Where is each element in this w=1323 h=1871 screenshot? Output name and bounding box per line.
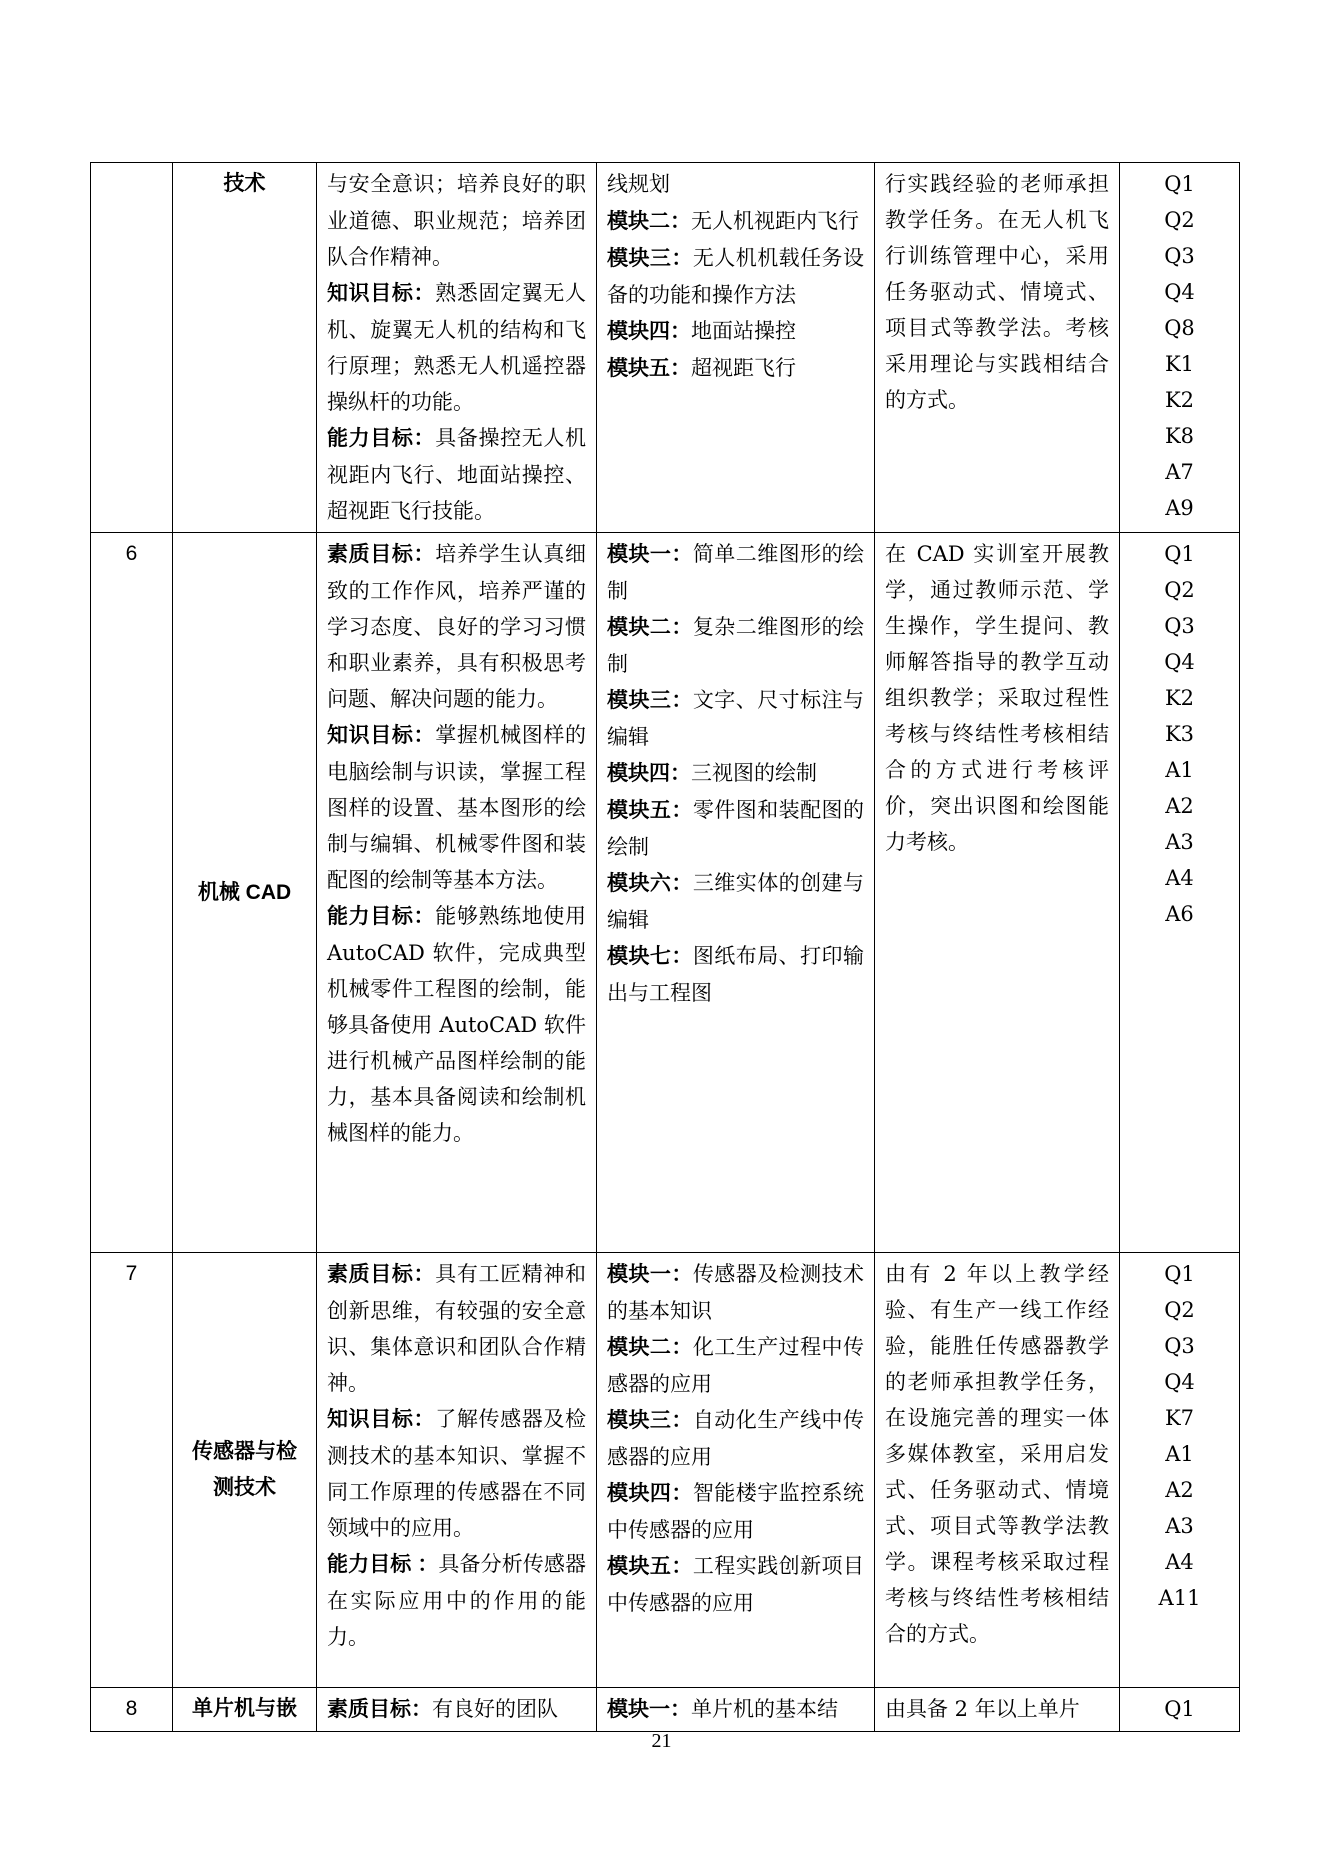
goal-paragraph: 素质目标：具有工匠精神和创新思维，有较强的安全意识、集体意识和团队合作精神。: [327, 1262, 587, 1395]
course-name-cell: 机械 CAD: [173, 533, 317, 1253]
competency-code: A9: [1165, 496, 1194, 520]
course-number-cell: [91, 163, 173, 533]
page-number: 21: [651, 1730, 672, 1752]
table-row: [91, 163, 1240, 533]
course-name-cell: 传感器与检测技术: [173, 1253, 317, 1688]
goal-paragraph: 知识目标：了解传感器及检测技术的基本知识、掌握不同工作原理的传感器在不同领域中的应用。: [327, 1407, 587, 1540]
competency-code: K2: [1164, 388, 1195, 412]
competency-code: Q1: [1164, 1697, 1195, 1721]
competency-code: Q3: [1164, 244, 1195, 268]
competency-code: A4: [1165, 1550, 1194, 1574]
course-modules-cell: [597, 1688, 875, 1732]
competency-code: K7: [1164, 1406, 1195, 1430]
table-row: [91, 1688, 1240, 1732]
course-goals-cell: [317, 163, 597, 533]
module-item: 模块三：无人机机载任务设备的功能和操作方法: [607, 246, 865, 307]
module-item: 模块一：单片机的基本结: [607, 1697, 838, 1721]
course-goals-cell: [317, 1253, 597, 1688]
competency-code: Q2: [1164, 1298, 1195, 1322]
competency-codes-cell: [1120, 1688, 1240, 1732]
competency-codes-cell: [1120, 1253, 1240, 1688]
module-item: 模块五：超视距飞行: [607, 356, 796, 380]
competency-code: Q1: [1164, 542, 1195, 566]
module-item: 线规划: [607, 172, 670, 196]
module-item: 模块四：三视图的绘制: [607, 761, 817, 785]
module-item: 模块四：地面站操控: [607, 319, 796, 343]
competency-code: K2: [1164, 686, 1195, 710]
goal-paragraph: 素质目标：培养学生认真细致的工作作风，培养严谨的学习态度、良好的学习习惯和职业素养，具有积极思考问题、解决问题的能力。: [327, 542, 587, 711]
module-item: 模块四：智能楼宇监控系统中传感器的应用: [607, 1481, 865, 1542]
teaching-method-cell: 由有 2 年以上教学经验、有生产一线工作经验，能胜任传感器教学的老师承担教学任务，在设施完善的理实一体多媒体教室，采用启发式、任务驱动式、情境式、项目式等教学法教学。课程考核采取过程考核与终结性考核相结合的方式。: [875, 1253, 1120, 1688]
module-item: 模块二：化工生产过程中传感器的应用: [607, 1335, 865, 1396]
module-item: 模块五：零件图和装配图的绘制: [607, 798, 865, 859]
competency-code: Q2: [1164, 208, 1195, 232]
teaching-method-cell: 在 CAD 实训室开展教学，通过教师示范、学生操作，学生提问、教师解答指导的教学互动组织教学；采取过程性考核与终结性考核相结合的方式进行考核评价，突出识图和绘图能力考核。: [875, 533, 1120, 1253]
goal-paragraph: 能力目标：能够熟练地使用 AutoCAD 软件，完成典型机械零件工程图的绘制，能够具备使用 AutoCAD 软件进行机械产品图样绘制的能力，基本具备阅读和绘制机械图样的能力。: [327, 904, 587, 1145]
competency-code: A11: [1158, 1586, 1201, 1610]
competency-code: A6: [1165, 902, 1194, 926]
competency-codes-cell: [1120, 533, 1240, 1253]
table-row: [91, 533, 1240, 1253]
competency-code: Q3: [1164, 1334, 1195, 1358]
goal-paragraph: 素质目标：有良好的团队: [327, 1697, 558, 1721]
competency-code: A1: [1165, 1442, 1194, 1466]
competency-code: Q8: [1164, 316, 1195, 340]
competency-code: Q3: [1164, 614, 1195, 638]
competency-code: A4: [1165, 866, 1194, 890]
competency-code: K1: [1164, 352, 1195, 376]
table-row: [91, 1253, 1240, 1688]
goal-paragraph: 知识目标：熟悉固定翼无人机、旋翼无人机的结构和飞行原理；熟悉无人机遥控器操纵杆的功能。: [327, 281, 587, 414]
course-name-cell: 技术: [173, 163, 317, 533]
module-item: 模块二：复杂二维图形的绘制: [607, 615, 865, 676]
competency-code: A3: [1165, 1514, 1194, 1538]
competency-code: Q4: [1164, 1370, 1195, 1394]
goal-paragraph: 知识目标：掌握机械图样的电脑绘制与识读，掌握工程图样的设置、基本图形的绘制与编辑、机械零件图和装配图的绘制等基本方法。: [327, 723, 587, 892]
competency-code: Q1: [1164, 172, 1195, 196]
module-item: 模块一：传感器及检测技术的基本知识: [607, 1262, 865, 1323]
course-goals-cell: [317, 1688, 597, 1732]
course-table: [90, 162, 1240, 1732]
competency-code: A7: [1165, 460, 1194, 484]
module-item: 模块二：无人机视距内飞行: [607, 209, 859, 233]
teaching-method-cell: 由具备 2 年以上单片: [875, 1688, 1120, 1732]
goal-paragraph: 能力目标：具备操控无人机视距内飞行、地面站操控、超视距飞行技能。: [327, 426, 587, 523]
course-name-cell: 单片机与嵌: [173, 1688, 317, 1732]
goal-paragraph: 能力目标 ：具备分析传感器在实际应用中的作用的能力。: [327, 1552, 586, 1649]
module-item: 模块五：工程实践创新项目中传感器的应用: [607, 1554, 865, 1615]
module-item: 模块一：简单二维图形的绘制: [607, 542, 865, 603]
module-item: 模块七：图纸布局、打印输出与工程图: [607, 944, 865, 1005]
competency-code: A1: [1165, 758, 1194, 782]
course-number-cell: 8: [91, 1688, 173, 1732]
course-modules-cell: [597, 533, 875, 1253]
competency-code: Q1: [1164, 1262, 1195, 1286]
module-item: 模块三：文字、尺寸标注与编辑: [607, 688, 865, 749]
course-modules-cell: [597, 163, 875, 533]
competency-code: A2: [1165, 794, 1194, 818]
teaching-method-cell: 行实践经验的老师承担教学任务。在无人机飞行训练管理中心，采用任务驱动式、情境式、项目式等教学法。考核采用理论与实践相结合的方式。: [875, 163, 1120, 533]
competency-code: K8: [1164, 424, 1195, 448]
competency-code: A2: [1165, 1478, 1194, 1502]
competency-code: K3: [1164, 722, 1195, 746]
module-item: 模块三：自动化生产线中传感器的应用: [607, 1408, 865, 1469]
goal-paragraph: 与安全意识；培养良好的职业道德、职业规范；培养团队合作精神。: [327, 172, 586, 269]
competency-code: Q4: [1164, 650, 1195, 674]
course-number-cell: 6: [91, 533, 173, 1253]
course-number-cell: 7: [91, 1253, 173, 1688]
competency-code: A3: [1165, 830, 1194, 854]
module-item: 模块六：三维实体的创建与编辑: [607, 871, 865, 932]
competency-code: Q2: [1164, 578, 1195, 602]
competency-codes-cell: [1120, 163, 1240, 533]
course-goals-cell: [317, 533, 597, 1253]
competency-code: Q4: [1164, 280, 1195, 304]
course-modules-cell: [597, 1253, 875, 1688]
